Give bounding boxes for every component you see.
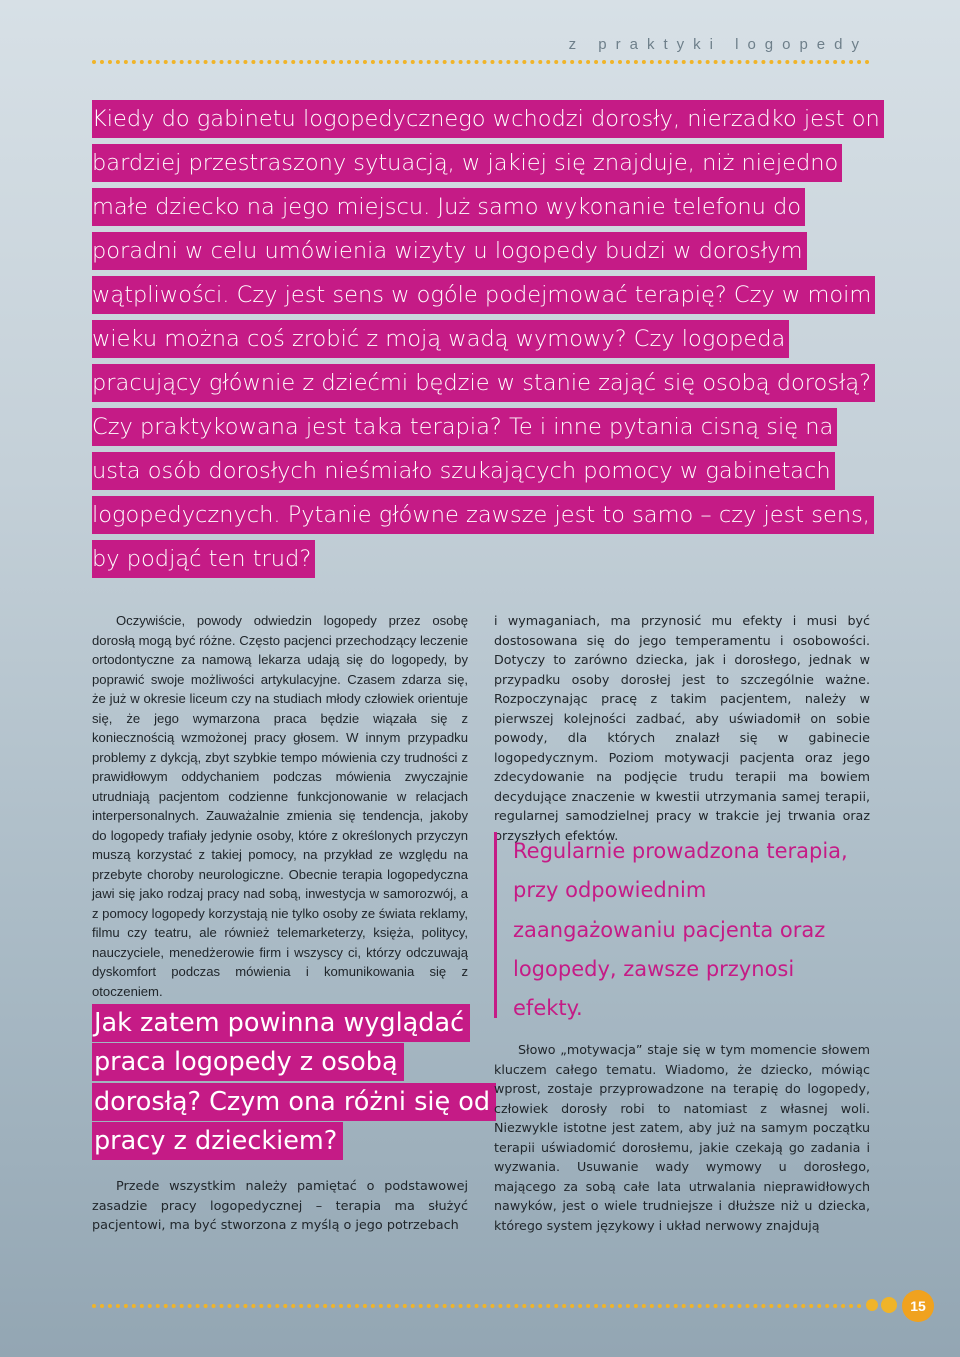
left-bottom-column bbox=[92, 1177, 468, 1236]
bottom-dotted-divider bbox=[92, 1304, 862, 1308]
footer-dot-small bbox=[866, 1299, 878, 1311]
pull-quote bbox=[494, 832, 870, 1021]
intro-lead-text: Kiedy do gabinetu logopedycznego wchodzi dorosły, nierzadko jest on bardziej przestraszony sytuacją, w jakiej się znajduje, niż niejedno małe dziecko na jego miejscu. Już samo wykonanie telefonu do poradni w celu umówienia wizyty u logopedy budzi w dorosłym wątpliwości. Czy jest sens w ogóle podejmować terapię? Czy w moim wieku można coś zrobić z moją wadą wymowy? Czy logopeda pracujący głównie z dziećmi będzie w stanie zająć się osobą dorosłą? Czy praktykowana jest taka terapia? Te i inne pytania cisną się na usta osób dorosłych nieśmiało szukających pomocy w gabinetach logopedycznych. Pytanie główne zawsze jest to samo – czy jest sens, by podjąć ten trud? bbox=[92, 100, 884, 578]
page-number-badge: 15 bbox=[902, 1290, 934, 1322]
right-bottom-paragraph: Słowo „motywacja” staje się w tym momencie słowem kluczem całego tematu. Wiadomo, że dziecko, mówiąc wprost, zostaje przyprowadzone na terapię do logopedy, człowiek dorosły robi to natomiast z własnej woli. Niezwykle istotne jest zatem, aby już na samym początku terapii uświadomić dorosłemu, jakie czekają go zadania i wyzwania. Usuwanie wady wymowy u dorosłego, mającego za sobą całe lata utrwalania nieprawidłowych nawyków, jest o wiele trudniejsze i dłuższe niż u dziecka, którego system językowy i układ nerwowy znajdują bbox=[494, 1042, 870, 1233]
left-column bbox=[92, 611, 468, 1001]
right-top-column bbox=[494, 611, 870, 845]
subheading bbox=[92, 1004, 512, 1161]
left-bottom-paragraph: Przede wszystkim należy pamiętać o podstawowej zasadzie pracy logopedycznej – terapia ma służyć pacjentowi, ma być stworzona z myślą o jego potrzebach bbox=[92, 1179, 468, 1233]
intro-lead bbox=[92, 97, 882, 581]
top-dotted-divider bbox=[92, 60, 870, 64]
pull-quote-text: Regularnie prowadzona terapia, przy odpowiednim zaangażowaniu pacjenta oraz logopedy, zawsze przynosi efekty. bbox=[513, 839, 848, 1021]
section-header: z praktyki logopedy bbox=[568, 36, 868, 53]
footer-dot-medium bbox=[881, 1297, 897, 1313]
subheading-text: Jak zatem powinna wyglądać praca logopedy z osobą dorosłą? Czym ona różni się od pracy z dzieckiem? bbox=[92, 1004, 496, 1160]
left-column-paragraph: Oczywiście, powody odwiedzin logopedy przez osobę dorosłą mogą być różne. Często pacjenci przechodzący leczenie ortodontyczne za namową lekarza udają się do logopedy, by poprawić swoje możliwości artykulacyjne. Czasem zdarza się, że już w okresie liceum czy na studiach młody człowiek orientuje się, że jego wymarzona praca będzie wiązała się z koniecznością wzmożonej pracy głosem. W innym przypadku problemy z dykcją, zbyt szybkie tempo mówienia czy trudności z prawidłowym oddychaniem podczas mówienia zwyczajnie utrudniają pacjentom codzienne funkcjonowanie w relacjach interpersonalnych. Zauważalnie zmienia się tendencja, jakoby do logopedy trafiały jedynie osoby, które z określonych przyczyn muszą korzystać z takiej pomocy, na przykład ze względu na przebyte choroby neurologiczne. Obecnie terapia logopedyczna jawi się jako rodzaj pracy nad sobą, inwestycja w samorozwój, a z pomocy logopedy korzystają nie tylko osoby ze świata reklamy, filmu czy teatru, ale również telemarketerzy, księża, politycy, nauczyciele, menedżerowie firm i wszyscy ci, którzy odczuwają dyskomfort podczas mówienia i komunikowania się z otoczeniem. bbox=[92, 613, 469, 999]
right-bottom-column bbox=[494, 1040, 870, 1235]
right-top-paragraph: i wymaganiach, ma przynosić mu efekty i musi być dostosowana się do jego temperamentu i osobowości. Dotyczy to zarówno dziecka, jak i dorosłego, jednak w przypadku osoby dorosłej jest to szczególnie ważne. Rozpoczynając pracę z takim pacjentem, należy w pierwszej kolejności zadbać, aby uświadomił on sobie powody, dla których znalazł się w gabinecie logopedycznym. Poziom motywacji pacjenta oraz jego zdecydowanie na podjęcie trudu terapii ma bowiem decydujące znaczenie w kwestii utrzymania samej terapii, regularnej samodzielnej pracy w trakcie jej trwania oraz przyszłych efektów. bbox=[494, 613, 870, 843]
